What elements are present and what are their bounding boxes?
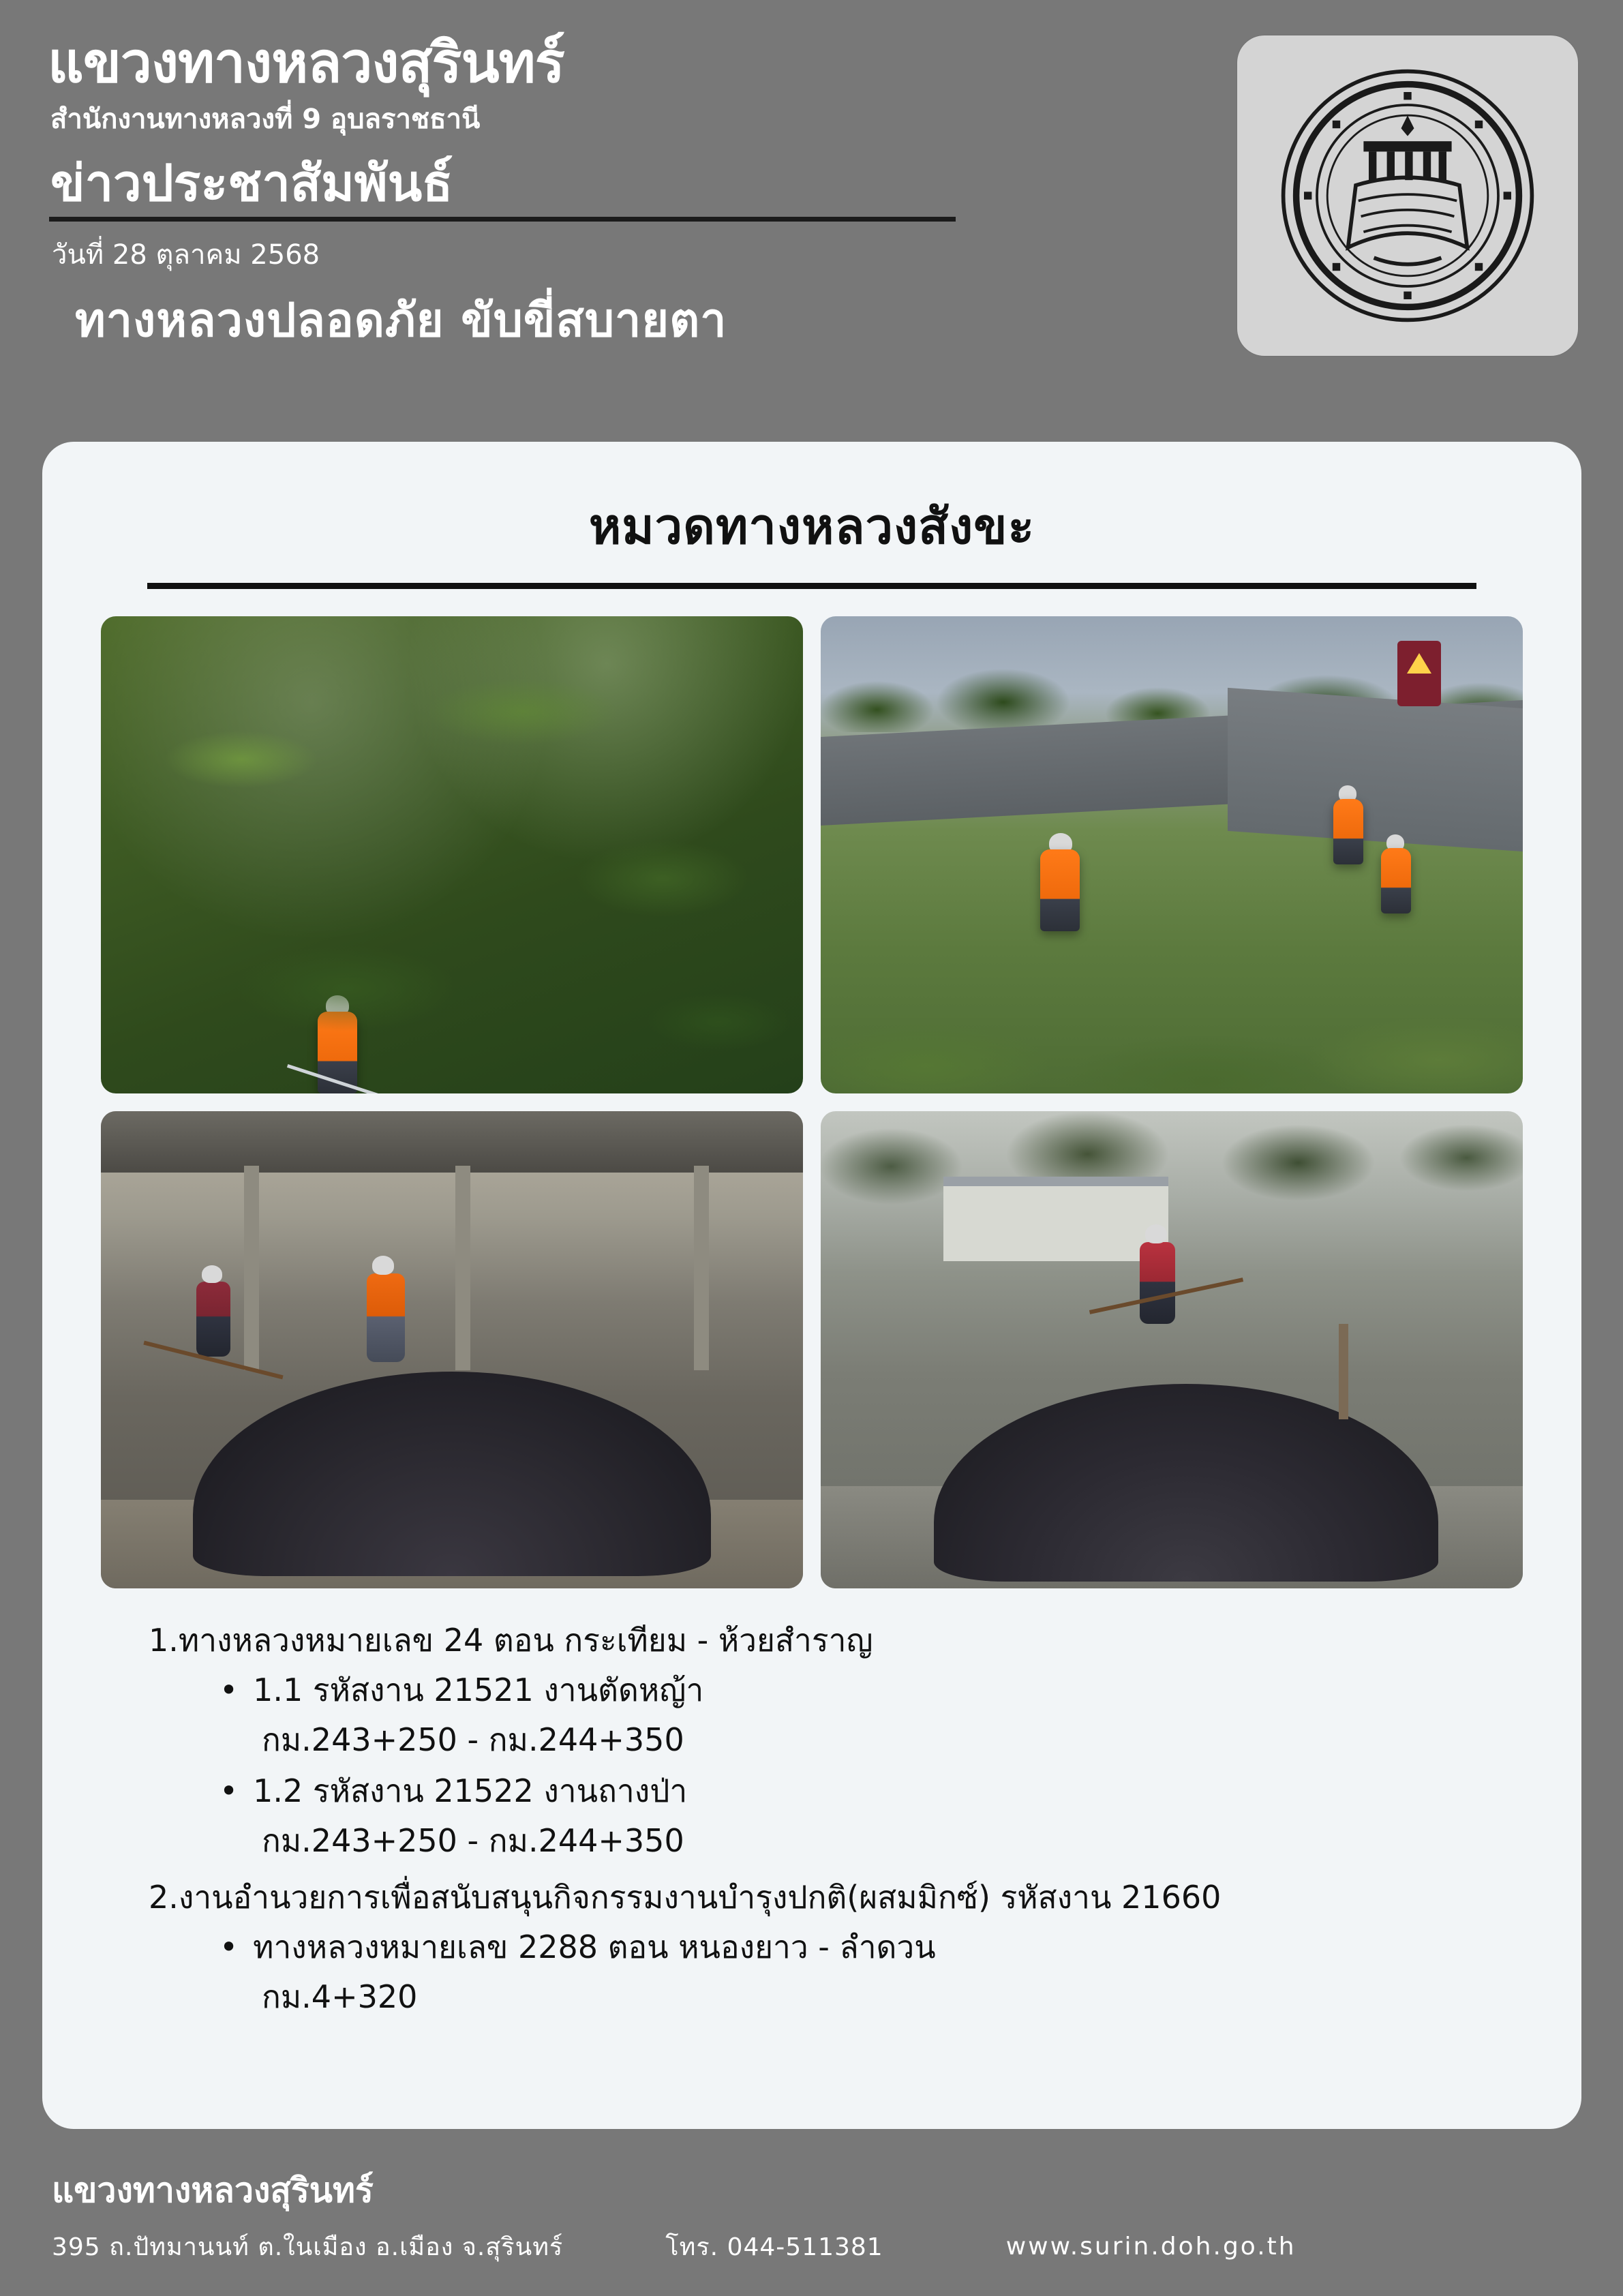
worker-figure [318, 1012, 357, 1093]
worker-figure-left [196, 1282, 230, 1357]
roadside-sign [1397, 641, 1441, 706]
asphalt-mix-pile [934, 1384, 1438, 1582]
worker-figure-right [367, 1273, 405, 1362]
worker-hat-right [372, 1256, 394, 1275]
worker-figure-a [1040, 849, 1080, 931]
shelter-post-left [244, 1166, 259, 1370]
poster-footer [0, 2164, 1623, 2296]
grass-foreground [821, 817, 1523, 1093]
section-divider [147, 583, 1476, 589]
section-title: หมวดทางหลวงสังขะ [588, 498, 1035, 555]
publish-date: วันที่ 28 ตุลาคม 2568 [52, 239, 320, 271]
worker-figure [1140, 1242, 1175, 1324]
detail-item-1-2-km: กม.243+250 - กม.244+350 [262, 1822, 684, 1859]
detail-item-1-1-row [219, 1667, 1513, 1717]
photo-roadside-mowing [821, 616, 1523, 1093]
background-trees [821, 1111, 1523, 1234]
footer-website[interactable]: www.surin.doh.go.th [1005, 2233, 1296, 2261]
detail-item-1-1-km: กม.243+250 - กม.244+350 [262, 1721, 684, 1758]
bullet-icon: • [219, 1929, 239, 1965]
footer-organization-name: แขวงทางหลวงสุรินทร์ [52, 2171, 374, 2210]
work-details [117, 1617, 1513, 2021]
footer-address: 395 ถ.ปัทมานนท์ ต.ในเมือง อ.เมือง จ.สุรินทร์ [52, 2233, 564, 2261]
detail-item-1-1: 1.1 รหัสงาน 21521 งานตัดหญ้า [253, 1672, 704, 1708]
content-card [42, 442, 1581, 2129]
shelter-post-right [694, 1166, 709, 1370]
poster-header [0, 0, 1623, 402]
slogan-text: ทางหลวงปลอดภัย ขับขี่สบายตา [75, 294, 727, 348]
detail-item-1-2: 1.2 รหัสงาน 21522 งานถางป่า [253, 1772, 688, 1809]
organization-name: แขวงทางหลวงสุรินทร์ [48, 31, 564, 95]
footer-telephone: โทร. 044-511381 [665, 2233, 883, 2261]
detail-item-2: 2.งานอำนวยการเพื่อสนับสนุนกิจกรรมงานบำรุงปกติ(ผสมมิกซ์) รหัสงาน 21660 [149, 1879, 1222, 1916]
bullet-icon: • [219, 1672, 239, 1708]
asphalt-mix-pile [193, 1372, 711, 1576]
title-divider [49, 217, 956, 222]
photo-asphalt-pile-outdoor [821, 1111, 1523, 1588]
page-title: ข่าวประชาสัมพันธ์ [50, 154, 453, 213]
brush-cutter-tool [287, 1064, 385, 1093]
photo-grass-cutting-bush [101, 616, 803, 1093]
photo-asphalt-mixing-shelter [101, 1111, 803, 1588]
wooden-post [1339, 1324, 1348, 1419]
detail-item-1: 1.ทางหลวงหมายเลข 24 ตอน กระเทียม - ห้วยสำราญ [149, 1622, 873, 1659]
shelter-post-mid [455, 1166, 470, 1370]
worker-figure-c [1381, 848, 1411, 913]
department-of-highways-logo-icon [1278, 66, 1537, 325]
logo-container [1237, 35, 1578, 356]
detail-item-1-2-row [219, 1768, 1513, 1817]
footer-contact-row [52, 2227, 1571, 2266]
worker-head [1145, 1224, 1167, 1243]
worker-helmet [326, 995, 349, 1016]
detail-item-2-1-row [219, 1924, 1513, 1974]
shelter-roof [101, 1111, 803, 1173]
background-building [943, 1177, 1168, 1261]
detail-item-2-1: ทางหลวงหมายเลข 2288 ตอน หนองยาว - ลำดวน [253, 1929, 936, 1965]
worker-head-left [202, 1265, 222, 1283]
bullet-icon: • [219, 1772, 239, 1809]
organization-sub-office: สำนักงานทางหลวงที่ 9 อุบลราชธานี [50, 104, 481, 136]
worker-figure-b [1333, 799, 1363, 864]
detail-item-2-1-km: กม.4+320 [262, 1978, 418, 2015]
photo-grid [110, 616, 1513, 1588]
